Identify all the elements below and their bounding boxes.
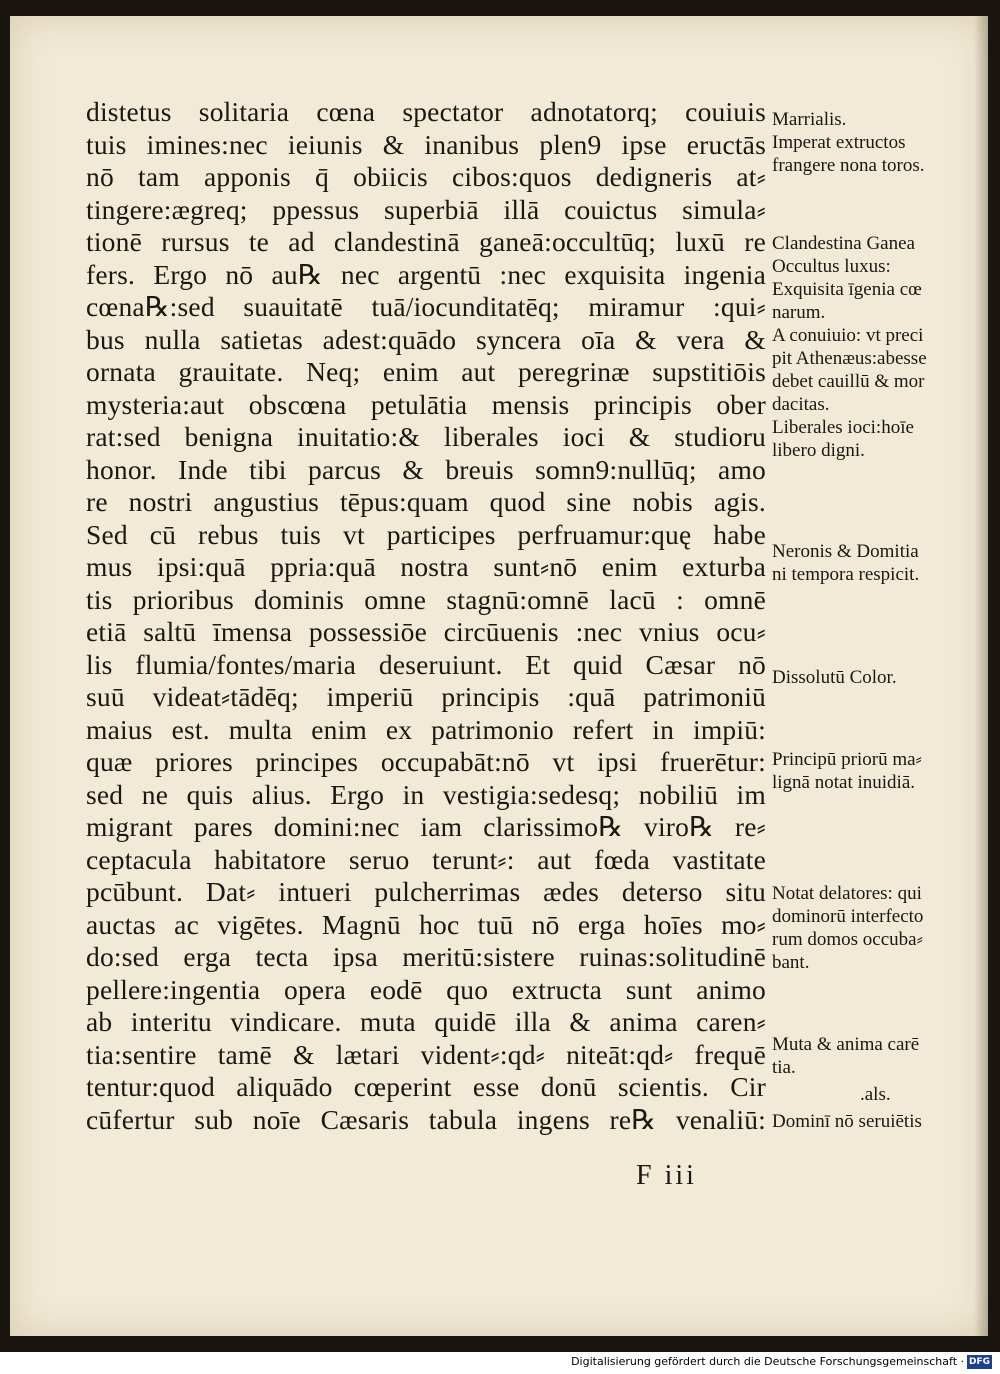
margin-note-line: debet cauillū & mor <box>772 371 925 392</box>
margin-note-line: Dissolutū Color. <box>772 667 897 688</box>
margin-note <box>772 232 982 462</box>
text-line: tentur:quod aliquādo cœperint esse donū scientis. Cir <box>86 1071 766 1102</box>
folio-signature: F iii <box>636 1160 697 1191</box>
margin-note-line: tia. <box>772 1057 796 1078</box>
text-line: bus nulla satietas adest:quādo syncera oīa & vera & <box>86 323 766 355</box>
text-line: auctas ac vigētes. Magnū hoc tuū nō erga hoīes mo⸗ <box>86 908 766 940</box>
margin-note-line: lignā notat inuidiā. <box>772 772 916 793</box>
margin-note <box>772 882 982 974</box>
text-line: rat:sed benigna inuitatio:& liberales ioci & studioru <box>86 421 766 452</box>
text-line: pcūbunt. Dat⸗ intueri pulcherrimas ædes deterso situ <box>86 876 766 907</box>
margin-note <box>772 1110 982 1133</box>
margin-note-line: Neronis & Domitia <box>772 541 919 562</box>
text-line: fers. Ergo nō au℞ nec argentū :nec exquisita ingenia <box>86 258 766 290</box>
text-line: tionē rursus te ad clandestinā ganeā:occultūq; luxū re <box>86 226 766 257</box>
text-line: cœna℞:sed suauitatē tuā/iocunditatēq; miramur :qui⸗ <box>86 291 766 322</box>
margin-note-line: rum domos occuba⸗ <box>772 929 923 950</box>
text-line: maius est. multa enim ex patrimonio refert in impiū: <box>86 713 766 745</box>
text-line: cūfertur sub noīe Cæsaris tabula ingens re℞ venaliū: <box>86 1103 766 1135</box>
text-line: tuis imines:nec ieiunis & inanibus plen9 ipse eructās <box>86 128 766 160</box>
margin-note <box>772 748 982 794</box>
text-line: nō tam apponis q̄ obiicis cibos:quos dedigneris at⸗ <box>86 161 766 192</box>
dfg-logo: DFG <box>968 1357 990 1367</box>
footer-bar <box>0 1352 1000 1374</box>
text-line: ab interitu vindicare. muta quidē illa & anima caren⸗ <box>86 1006 766 1037</box>
text-line: migrant pares domini:nec iam clarissimo℞ viro℞ re⸗ <box>86 811 766 842</box>
margin-note-line: pit Athenæus:abesse <box>772 348 927 369</box>
margin-note-line: narum. <box>772 302 826 323</box>
text-line: etiā saltū īmensa possessiōe circūuenis :nec vnius ocu⸗ <box>86 616 766 647</box>
text-line: ceptacula habitatore seruo terunt⸗: aut fœda vastitate <box>86 843 766 875</box>
text-line: do:sed erga tecta ipsa meritū:sistere ruinas:solitudinē <box>86 941 766 972</box>
margin-note <box>772 1033 982 1079</box>
text-line: ornata grauitate. Neq; enim aut peregrinæ supstitiōis <box>86 356 766 387</box>
margin-note-line: A conuiuio: vt preci <box>772 325 924 346</box>
margin-note-line: .als. <box>860 1084 891 1105</box>
text-line: mus ipsi:quā ppria:quā nostra sunt⸗nō enim exturba <box>86 551 766 582</box>
text-line: sed ne quis alius. Ergo in vestigia:sedesq; nobiliū im <box>86 778 766 810</box>
text-line: quæ priores principes occupabāt:nō vt ipsi fruerētur: <box>86 746 766 777</box>
margin-note-line: frangere nona toros. <box>772 155 925 176</box>
text-line: lis flumia/fontes/maria deseruiunt. Et quid Cæsar nō <box>86 648 766 680</box>
text-line: distetus solitaria cœna spectator adnotatorq; couiuis <box>86 96 766 127</box>
text-line: Sed cū rebus tuis vt participes perfruamur:quę habe <box>86 518 766 550</box>
margin-note-line: Clandestina Ganea <box>772 233 915 254</box>
margin-note <box>772 666 982 689</box>
text-line: tis prioribus dominis omne stagnū:omnē lacū : omnē <box>86 583 766 615</box>
text-line: pellere:ingentia opera eodē quo extructa sunt animo <box>86 973 766 1005</box>
margin-note-line: Muta & anima carē <box>772 1034 920 1055</box>
margin-note-line: Marrialis. <box>772 109 847 130</box>
digitization-credit: Digitalisierung gefördert durch die Deutsche Forschungsgemeinschaft · <box>571 1355 964 1368</box>
text-line: tia:sentire tamē & lætari vident⸗:qd⸗ niteāt:qd⸗ frequē <box>86 1038 766 1070</box>
text-line: mysteria:aut obscœna petulātia mensis principis ober <box>86 388 766 420</box>
margin-note <box>772 540 982 586</box>
text-line: suū videat⸗tādēq; imperiū principis :quā patrimoniū <box>86 681 766 712</box>
text-line: honor. Inde tibi parcus & breuis somn9:nullūq; amo <box>86 453 766 485</box>
margin-note-line: Occultus luxus: <box>772 256 891 277</box>
margin-note-line: bant. <box>772 952 810 973</box>
margin-note <box>772 108 982 177</box>
margin-note-line: Notat delatores: qui <box>772 883 922 904</box>
margin-note-line: Imperat extructos <box>772 132 906 153</box>
margin-note-line: libero digni. <box>772 440 865 461</box>
margin-note-line: Exquisita īgenia cœ <box>772 279 922 300</box>
main-text-block <box>86 96 766 1136</box>
text-line: tingere:ægreq; ppessus superbiā illā couictus simula⸗ <box>86 193 766 225</box>
margin-note-line: dominorū interfecto <box>772 906 924 927</box>
margin-note-line: dacitas. <box>772 394 830 415</box>
margin-note-line: Dominī nō seruiētis <box>772 1111 922 1132</box>
margin-note <box>860 1083 1000 1106</box>
margin-note-line: ni tempora respicit. <box>772 564 920 585</box>
margin-note-line: Principū priorū ma⸗ <box>772 749 922 770</box>
margin-note-line: Liberales ioci:hoīe <box>772 417 914 438</box>
text-line: re nostri angustius tēpus:quam quod sine nobis agis. <box>86 486 766 517</box>
